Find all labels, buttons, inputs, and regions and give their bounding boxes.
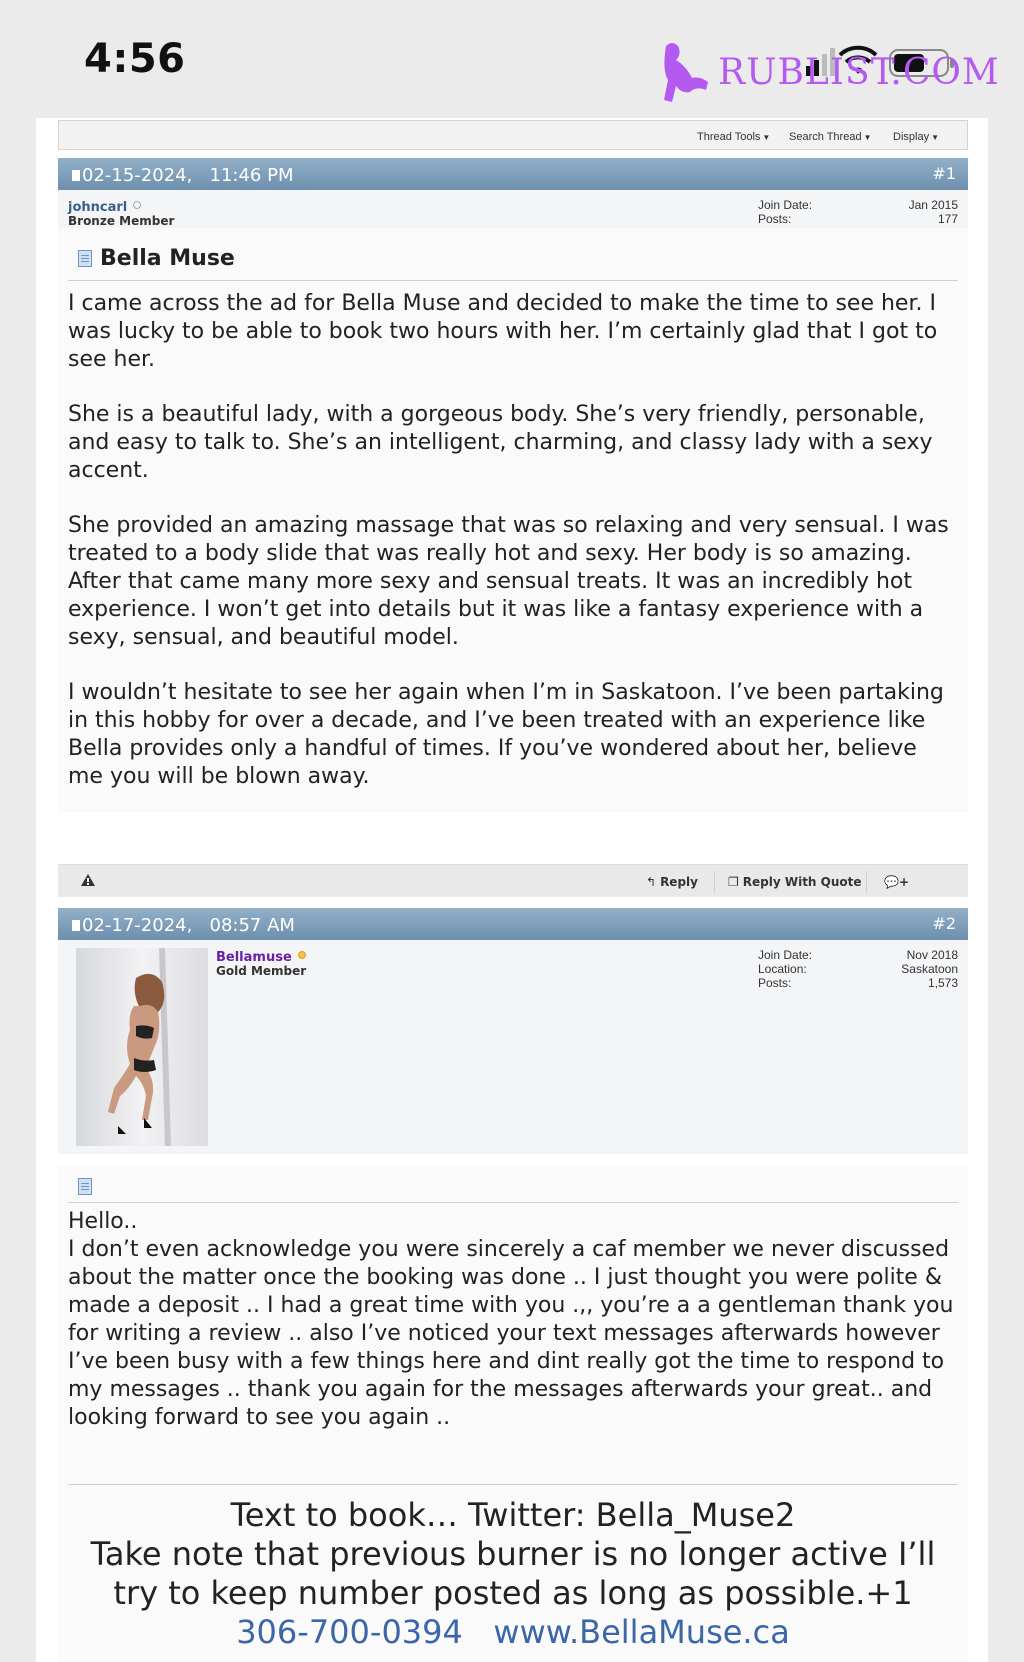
post-status-icon [72,170,80,181]
posts-label: Posts: [758,212,792,226]
offline-status-icon [133,201,141,209]
reply-button[interactable]: ↰ Reply [646,875,698,889]
report-post-icon[interactable] [80,873,96,890]
user-rank: Bronze Member [68,214,175,228]
signature-line: Text to book… Twitter: Bella_Muse2 [230,1496,796,1534]
post-header [58,908,968,940]
join-date-label: Join Date: [758,948,813,962]
signature-line: Take note that previous burner is no longer active I’ll [90,1535,936,1573]
signature-divider [68,1484,958,1485]
post-user-info [58,190,968,228]
location-label: Location: [758,962,807,976]
join-date-label: Join Date: [758,198,813,212]
paragraph: I wouldn’t hesitate to see her again when I’m in Saskatoon. I’ve been partaking in this hobby for over a decade, and I’ve been treated with an experience like Bella provides only a handful of times. If you’ve wondered about her, believe me you will be blown away. [68,680,944,789]
paragraph: She is a beautiful lady, with a gorgeous body. She’s very friendly, personable, and easy to talk to. She’s an intelligent, charming, and classy lady with a sexy accent. [68,402,933,483]
thread-tools-menu[interactable]: Thread Tools ▼ [697,131,771,143]
post-date: 02-15-2024, 11:46 PM [72,165,294,186]
join-date-value: Jan 2015 [908,198,958,212]
post-body [68,290,954,818]
divider [714,871,715,893]
avatar-photo [76,948,208,1146]
user-rank: Gold Member [216,964,307,978]
search-thread-menu[interactable]: Search Thread ▼ [789,131,872,143]
post-content [58,228,968,812]
online-status-icon [298,951,306,959]
join-date-value: Nov 2018 [906,948,958,962]
paragraph: She provided an amazing massage that was so relaxing and very sensual. I was treated to a body slide that was really hot and sexy. Her body is so amazing. After that came many more sexy and sensual treats. It was an incredibly hot experience. I won’t get into details but it was like a fantasy experience with a sexy, sensual, and beautiful model. [68,513,949,650]
website-link[interactable]: www.BellaMuse.ca [493,1613,790,1651]
watermark-logo [656,38,1000,102]
signature-links [58,1613,968,1652]
post-status-icon [72,920,80,931]
phone-link[interactable]: 306-700-0394 [236,1613,463,1651]
reply-with-quote-button[interactable]: ❐ Reply With Quote [728,875,862,889]
post-user-info [58,940,968,1154]
posts-count: 177 [937,212,958,226]
username-link[interactable]: Bellamuse [216,950,306,965]
forum-page [36,118,988,1662]
divider [866,871,867,893]
divider [68,280,958,281]
post-title: Bella Muse [78,246,235,271]
document-icon [78,1178,92,1195]
signature [58,1496,968,1652]
paragraph: I came across the ad for Bella Muse and decided to make the time to see her. I was lucky to be able to book two hours with her. I’m certainly glad that I got to see her. [68,291,938,372]
display-menu[interactable]: Display ▼ [893,131,939,143]
document-icon [78,250,92,267]
post-body: Hello.. I don’t even acknowledge you were sincerely a caf member we never discussed about the matter once the booking was done .. I just thought you were polite & made a deposit .. I had a great time with you .,, you’re a a gentleman thank you for writing a review .. also I’ve noticed your text messages afterwards however I’ve been busy with a few things here and dint really got the time to respond to my messages .. thank you again for the messages afterwards your great.. and looking forward to see you again .. [68,1209,954,1430]
post-title [78,1178,100,1197]
clock: 4:56 [84,36,186,82]
quote-icon: ❐ [728,875,739,889]
posts-count: 1,573 [927,976,958,990]
posts-label: Posts: [758,976,792,990]
post-header [58,158,968,190]
post-content [58,1166,968,1662]
divider [68,1202,958,1203]
thread-toolbar [58,120,968,150]
post-number-link[interactable]: #1 [932,164,956,183]
post-date: 02-17-2024, 08:57 AM [72,915,295,936]
user-avatar[interactable] [76,948,208,1146]
status-bar [0,0,1024,118]
reply-arrow-icon: ↰ [646,875,657,889]
username-link[interactable]: johncarl [68,200,141,215]
post-number-link[interactable]: #2 [932,914,956,933]
silhouette-icon [656,38,716,102]
signature-line: try to keep number posted as long as possible.+1 [113,1574,913,1612]
multi-quote-icon[interactable]: 💬+ [884,875,909,889]
watermark-text: RUBLIST.COM [718,52,1000,93]
post-actions [58,864,968,897]
location-value: Saskatoon [901,962,958,976]
